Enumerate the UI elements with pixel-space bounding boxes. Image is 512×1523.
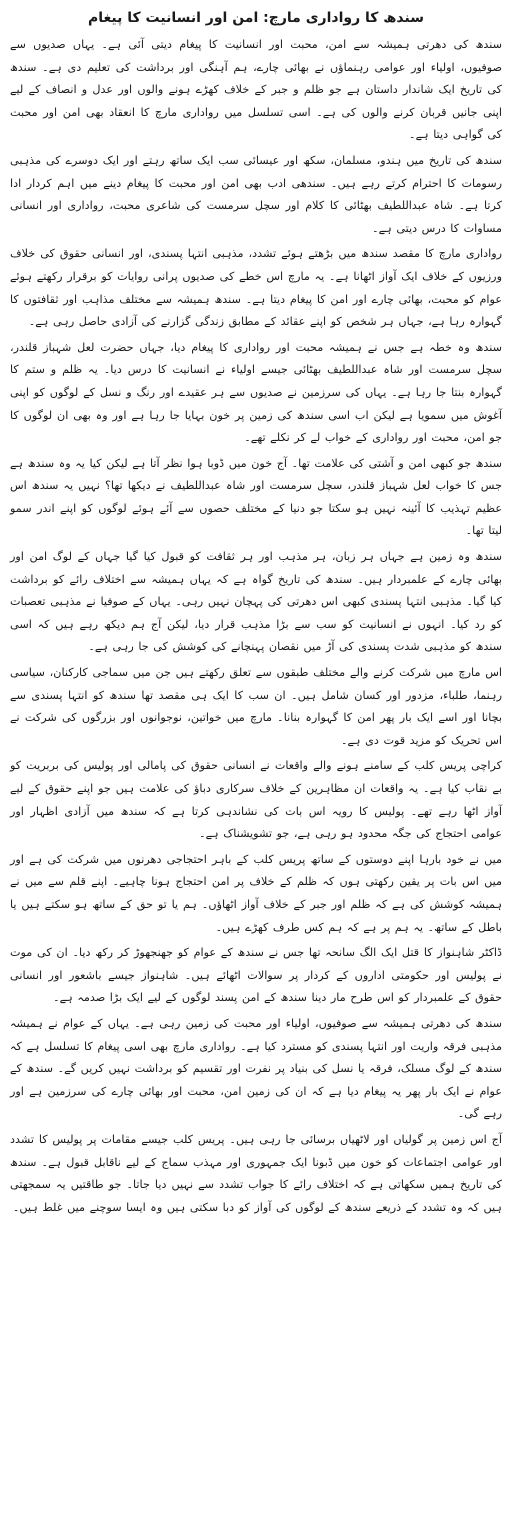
paragraph-8: کراچی پریس کلب کے سامنے ہونے والے واقعات نے انسانی حقوق کی پامالی اور پولیس کی بربریت کو بے نقاب کیا ہے۔ یہ واقعات ان مظاہرین کے خلاف سرکاری دباؤ کی علامت ہیں جو اپنے حقوق کے لیے آواز اٹھا رہے تھے۔ پولیس کا رویہ اس بات کی نشاندہی کرتا ہے کہ سندھ میں آزادی اظہار اور عوامی احتجاج کی جگہ محدود ہو رہی ہے، جو تشویشناک ہے۔ [10, 759, 502, 841]
paragraph-6: سندھ وہ زمین ہے جہاں ہر زبان، ہر مذہب اور ہر ثقافت کو قبول کیا گیا جہاں کے لوگ امن اور بھائی چارے کے علمبردار ہیں۔ سندھ کی تاریخ گواہ ہے کہ یہاں ہمیشہ سے اختلاف رائے کو برداشت کیا گیا۔ مذہبی انتہا پسندی کبھی اس دھرتی کی پہچان نہیں رہی۔ یہاں کے صوفیا نے مذہبی تعصبات کو رد کیا۔ انہوں نے انسانیت کو سب سے بڑا مذہب قرار دیا، لیکن آج ہم دیکھ رہے ہیں کہ اسی سندھ کو مذہبی شدت پسندی کی آڑ میں نقصان پہنچانے کی کوشش کی جا رہی ہے۔ [10, 550, 502, 654]
paragraph-1: سندھ کی دھرتی ہمیشہ سے امن، محبت اور انسانیت کا پیغام دیتی آئی ہے۔ یہاں صدیوں سے صوفیوں، اولیاء اور عوامی رہنماؤں نے بھائی چارے، ہم آہنگی اور برداشت کی تعلیم دی ہے۔ سندھ کی تاریخ ایک شاندار داستان ہے جو ظلم و جبر کے خلاف کھڑے ہونے والوں اور عدل و انصاف کے لیے اپنی جانیں قربان کرنے والوں کی ہے۔ اسی تسلسل میں رواداری مارچ کا انعقاد بھی امن اور محبت کی گواہی دیتا ہے۔ [10, 38, 502, 142]
paragraph-11: سندھ کی دھرتی ہمیشہ سے صوفیوں، اولیاء اور محبت کی زمین رہی ہے۔ یہاں کے عوام نے ہمیشہ مذہبی فرقہ واریت اور انتہا پسندی کو مسترد کیا ہے۔ رواداری مارچ بھی اسی پیغام کا تسلسل ہے کہ سندھ کے لوگ مسلک، فرقہ یا نسل کی بنیاد پر نفرت اور تقسیم کو برداشت نہیں کریں گے۔ سندھ کے عوام نے ایک بار پھر یہ پیغام دیا ہے کہ ان کی زمین امن، محبت اور بھائی چارے کی سرزمین ہے اور رہے گی۔ [10, 1016, 502, 1121]
paragraph-10: ڈاکٹر شاہنواز کا قتل ایک الگ سانحہ تھا جس نے سندھ کے عوام کو جھنجھوڑ کر رکھ دیا۔ ان کی موت نے پولیس اور حکومتی اداروں کے کردار پر سوالات اٹھائے ہیں۔ شاہنواز جیسے باشعور اور انسانی حقوق کے علمبردار کو اس طرح مار دینا سندھ کے امن پسند لوگوں کے لیے ایک بڑا صدمہ ہے۔ [10, 946, 502, 1005]
paragraph-12: آج اس زمین پر گولیاں اور لاٹھیاں برسائی جا رہی ہیں۔ پریس کلب جیسے مقامات پر پولیس کا تشدد اور عوامی اجتماعات کو خون میں ڈبونا ایک جمہوری اور مہذب سماج کے لیے ناقابل قبول ہے۔ سندھ کی تاریخ ہمیں سکھاتی ہے کہ اختلاف رائے کا جواب تشدد سے نہیں دیا جاتا۔ جو طاقتیں یہ سمجھتی ہیں کہ وہ تشدد کے ذریعے سندھ کے لوگوں کی آواز کو دبا سکتی ہیں وہ ایسا سوچنے میں غلط ہیں۔ [10, 1132, 502, 1214]
paragraph-7: اس مارچ میں شرکت کرنے والے مختلف طبقوں سے تعلق رکھتے ہیں جن میں سماجی کارکنان، سیاسی رہنما، طلباء، مزدور اور کسان شامل ہیں۔ ان سب کا ایک ہی مقصد تھا سندھ کو انتہا پسندی سے بچانا اور اسے ایک بار پھر امن کا گہوارہ بنانا۔ مارچ میں خواتین، نوجوانوں اور بزرگوں کی شرکت نے اس تحریک کو مزید قوت دی ہے۔ [10, 666, 502, 747]
paragraph-9: میں نے خود بارہا اپنے دوستوں کے ساتھ پریس کلب کے باہر احتجاجی دھرنوں میں شرکت کی ہے اور میں اس بات پر یقین رکھتی ہوں کہ ظلم کے خلاف پر امن احتجاج ہونا چاہیے۔ اپنے قلم سے میں نے ہمیشہ کوشش کی ہے کہ ظلم اور جبر کے خلاف آواز اٹھاؤں۔ ہم یا تو حق کے ساتھ ہو سکتے ہیں یا باطل کے ساتھ۔ یہ ہم پر ہے کہ ہم کس طرف کھڑے ہیں۔ [10, 852, 502, 934]
paragraph-4: سندھ وہ خطہ ہے جس نے ہمیشہ محبت اور رواداری کا پیغام دیا، جہاں حضرت لعل شہباز قلندر، سچل سرمست اور شاہ عبداللطیف بھٹائی جیسے اولیاء نے انسانیت کا درس دیا۔ یہ ظلم و ستم کا گہوارہ بنتا جا رہا ہے۔ یہاں کی سرزمین نے صدیوں سے ہر عقیدے اور رنگ و نسل کے لوگوں کو اپنی آغوش میں سمویا ہے لیکن اب اسی سندھ کی زمین پر خون بہایا جا رہا ہے اور وہ بھی ان لوگوں کا جو امن، محبت اور رواداری کے خواب لے کر نکلے تھے۔ [10, 340, 502, 445]
article-title: سندھ کا رواداری مارچ: امن اور انسانیت کا پیغام [88, 10, 424, 26]
paragraph-2: سندھ کی تاریخ میں ہندو، مسلمان، سکھ اور عیسائی سب ایک ساتھ رہتے اور ایک دوسرے کی مذہبی رسومات کا احترام کرتے رہے ہیں۔ سندھی ادب بھی امن اور محبت کا پیغام دینے میں اہم کردار ادا کرتا ہے۔ شاہ عبداللطیف بھٹائی کا کلام اور سچل سرمست کی شاعری محبت، رواداری اور انسانی مساوات کا درس دیتی ہے۔ [10, 153, 502, 235]
paragraph-5: سندھ جو کبھی امن و آشتی کی علامت تھا۔ آج خون میں ڈوبا ہوا نظر آتا ہے لیکن کیا یہ وہ سندھ ہے جس کا خواب لعل شہباز قلندر، سچل سرمست اور شاہ عبداللطیف نے دیکھا تھا؟ نہیں یہ سندھ اس عظیم تہذیب کا آئینہ نہیں ہو سکتا جو دنیا کے مختلف حصوں سے آئے ہوئے لوگوں کو اپنے اندر سمو لیتا تھا۔ [10, 456, 502, 538]
paragraph-3: رواداری مارچ کا مقصد سندھ میں بڑھتے ہوئے تشدد، مذہبی انتہا پسندی، اور انسانی حقوق کی خلاف ورزیوں کے خلاف ایک آواز اٹھانا ہے۔ یہ مارچ اس خطے کی صدیوں پرانی روایات کو برقرار رکھتے ہوئے عوام کو محبت، بھائی چارے اور امن کا پیغام دیتا ہے۔ سندھ ہمیشہ سے مختلف مذاہب اور ثقافتوں کا گہوارہ رہا ہے، جہاں ہر شخص کو اپنے عقائد کے مطابق زندگی گزارنے کی آزادی حاصل رہی ہے۔ [10, 247, 502, 329]
